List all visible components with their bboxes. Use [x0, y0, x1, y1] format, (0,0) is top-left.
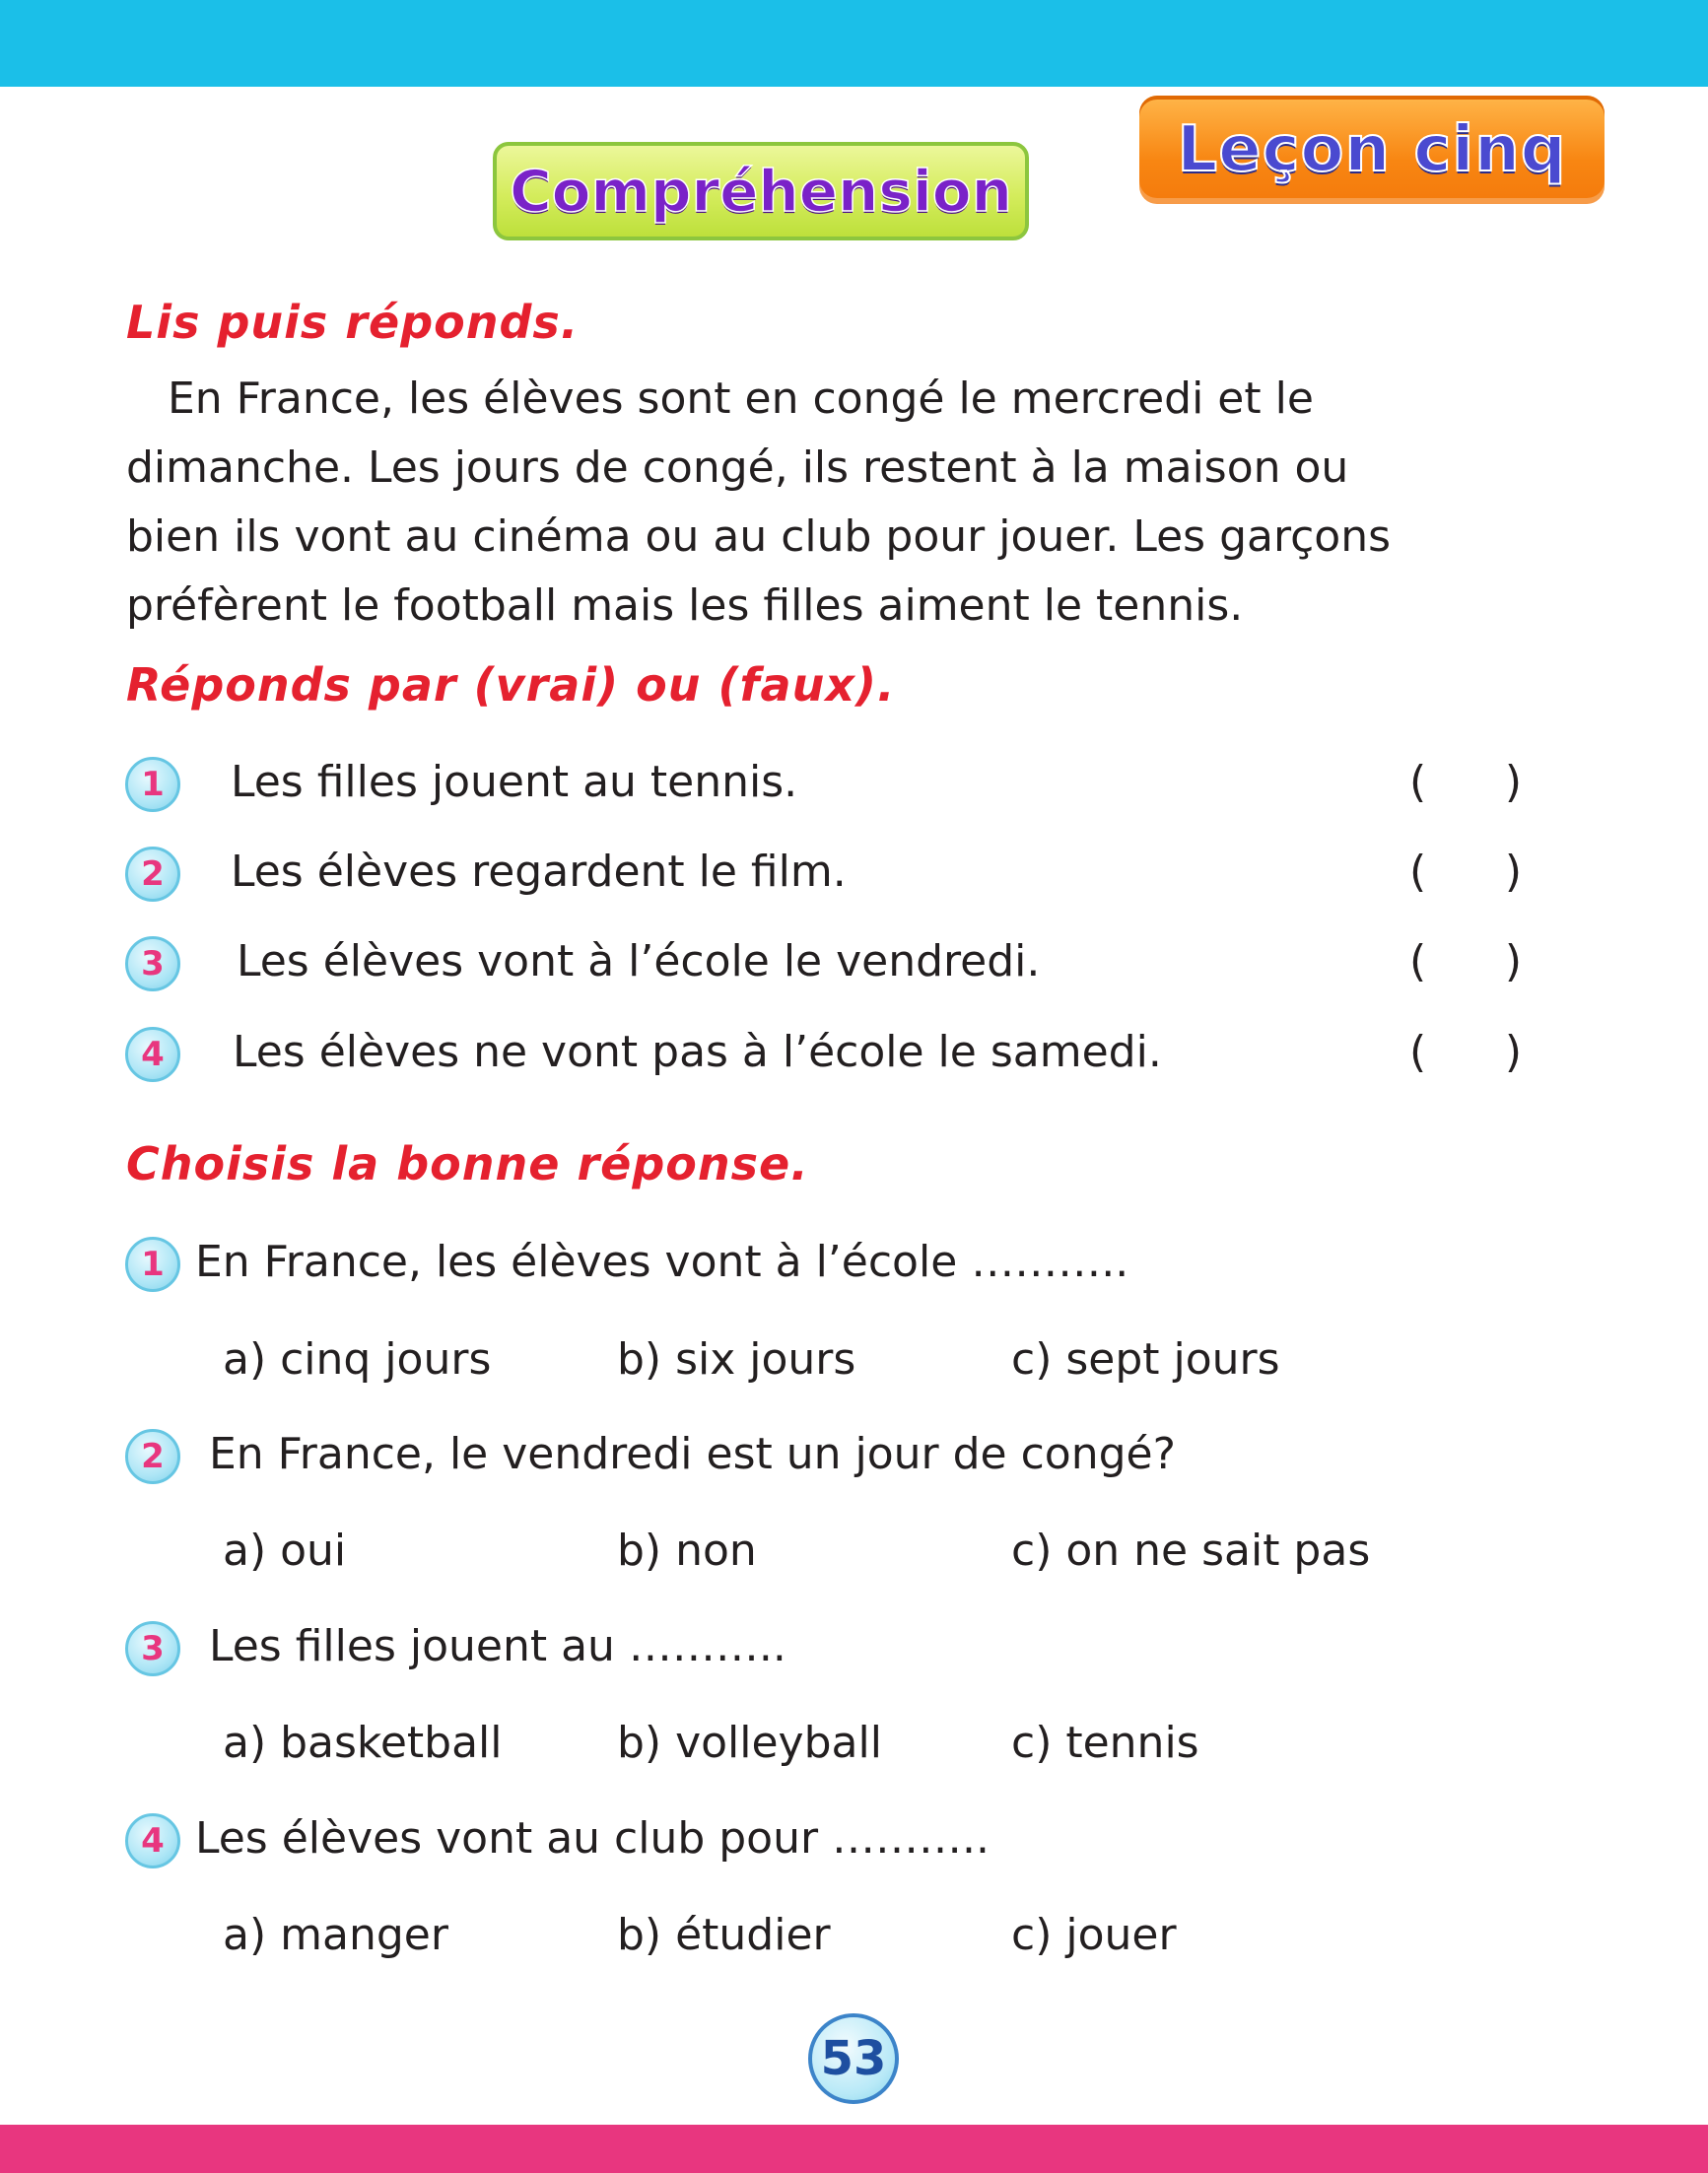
- number-badge: 1: [125, 1237, 180, 1292]
- number-badge: 3: [125, 936, 180, 991]
- answer-blank[interactable]: [1409, 755, 1522, 810]
- question-text: Les élèves vont au club pour ………..: [195, 1813, 991, 1864]
- open-paren: (: [1409, 847, 1427, 897]
- option-b[interactable]: b) étudier: [617, 1910, 831, 1960]
- number-badge: 4: [125, 1027, 180, 1082]
- reading-instruction: Lis puis réponds.: [126, 296, 580, 349]
- close-paren: ): [1504, 757, 1522, 807]
- passage-line: dimanche. Les jours de congé, ils restent à la maison ou: [126, 442, 1349, 493]
- number-badge: 4: [125, 1813, 180, 1868]
- multiple-choice-instruction: Choisis la bonne réponse.: [126, 1137, 809, 1190]
- number-badge: 3: [125, 1621, 180, 1676]
- question-text: Les filles jouent au ………..: [209, 1621, 786, 1671]
- answer-blank[interactable]: [1409, 1025, 1522, 1080]
- section-title: Compréhension: [510, 158, 1012, 225]
- true-false-instruction: Réponds par (vrai) ou (faux).: [126, 658, 896, 712]
- top-color-band: [0, 0, 1708, 87]
- option-c[interactable]: c) jouer: [1011, 1910, 1177, 1960]
- question-text: En France, les élèves vont à l’école ………..: [195, 1237, 1129, 1287]
- statement-text: Les élèves ne vont pas à l’école le samedi.: [233, 1027, 1162, 1077]
- lesson-title-badge: [1139, 96, 1605, 204]
- number-badge: 2: [125, 1429, 180, 1484]
- page-number: 53: [808, 2013, 899, 2104]
- section-title-badge: [493, 142, 1029, 240]
- answer-blank[interactable]: [1409, 845, 1522, 900]
- option-a[interactable]: a) manger: [223, 1910, 448, 1960]
- passage-line: préfèrent le football mais les filles aiment le tennis.: [126, 580, 1244, 631]
- number-badge: 1: [125, 757, 180, 812]
- option-b[interactable]: b) six jours: [617, 1334, 856, 1385]
- statement-text: Les élèves vont à l’école le vendredi.: [237, 936, 1041, 986]
- option-c[interactable]: c) sept jours: [1011, 1334, 1280, 1385]
- close-paren: ): [1504, 1027, 1522, 1077]
- answer-blank[interactable]: [1409, 934, 1522, 989]
- question-text: En France, le vendredi est un jour de congé?: [209, 1429, 1176, 1479]
- open-paren: (: [1409, 757, 1427, 807]
- bottom-color-band: [0, 2125, 1708, 2173]
- option-c[interactable]: c) tennis: [1011, 1718, 1199, 1768]
- lesson-title: Leçon cinq: [1177, 113, 1567, 186]
- reading-passage: [126, 365, 1545, 641]
- statement-text: Les élèves regardent le film.: [231, 847, 847, 897]
- close-paren: ): [1504, 847, 1522, 897]
- option-a[interactable]: a) oui: [223, 1526, 347, 1576]
- option-b[interactable]: b) volleyball: [617, 1718, 882, 1768]
- open-paren: (: [1409, 1027, 1427, 1077]
- number-badge: 2: [125, 847, 180, 902]
- passage-line: En France, les élèves sont en congé le mercredi et le: [168, 373, 1314, 424]
- close-paren: ): [1504, 936, 1522, 986]
- open-paren: (: [1409, 936, 1427, 986]
- statement-text: Les filles jouent au tennis.: [231, 757, 798, 807]
- option-a[interactable]: a) cinq jours: [223, 1334, 492, 1385]
- option-b[interactable]: b) non: [617, 1526, 757, 1576]
- option-a[interactable]: a) basketball: [223, 1718, 503, 1768]
- option-c[interactable]: c) on ne sait pas: [1011, 1526, 1371, 1576]
- passage-line: bien ils vont au cinéma ou au club pour jouer. Les garçons: [126, 511, 1392, 562]
